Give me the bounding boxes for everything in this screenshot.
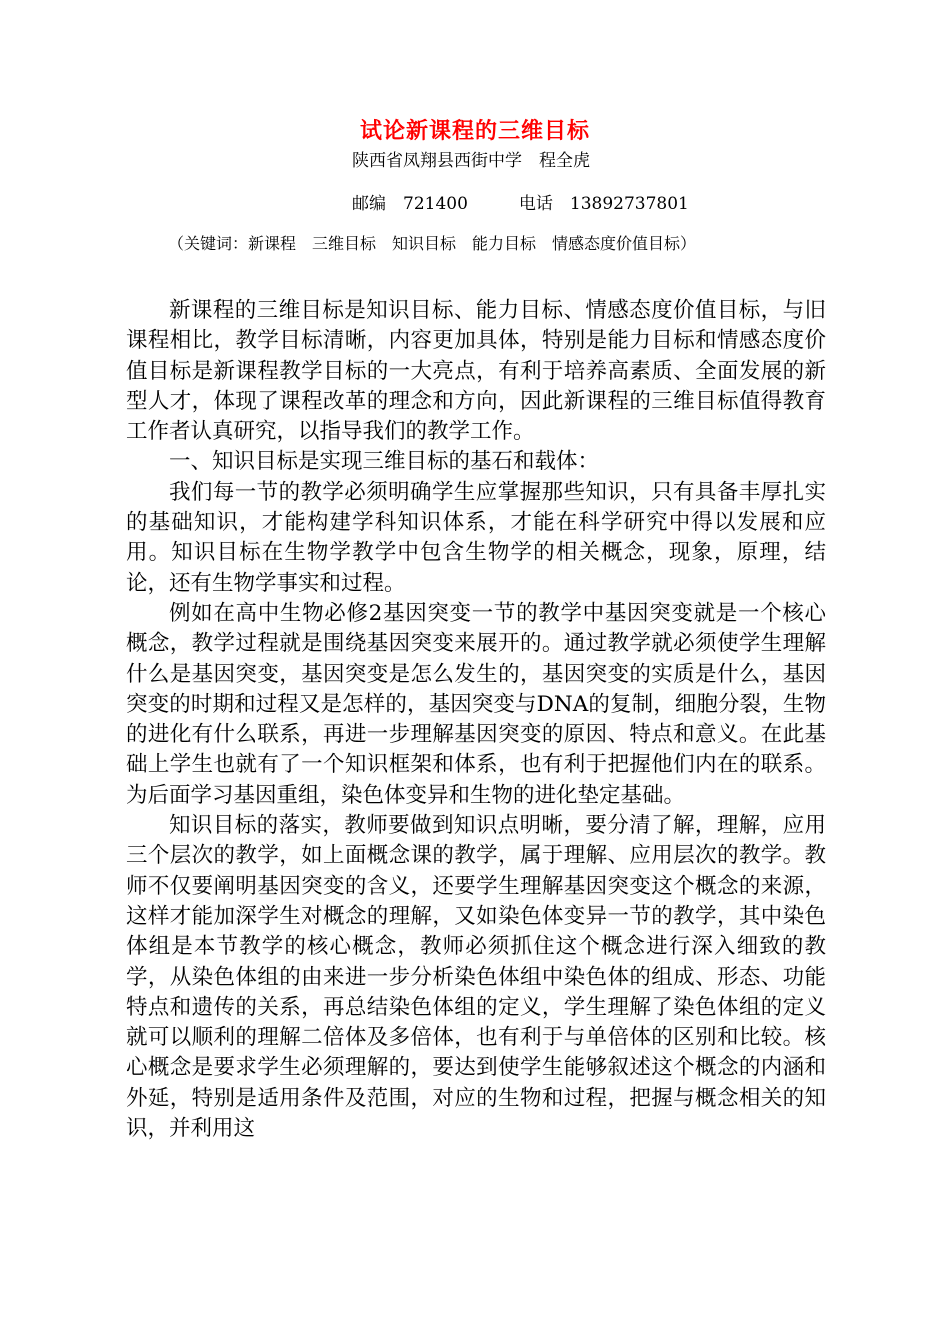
section-heading: 一、知识目标是实现三维目标的基石和载体： [169, 449, 600, 475]
paragraph: 我们每一节的教学必须明确学生应掌握那些知识，只有具备丰厚扎实的基础知识，才能构建学科知识体系，才能在科学研究中得以发展和应用。知识目标在生物学教学中包含生物学的相关概念，现象，原理，结论，还有生物学事实和过程。 [126, 479, 826, 596]
contact-line: 邮编 721400 电话 13892737801 [352, 194, 689, 214]
paragraph: 知识目标的落实，教师要做到知识点明晰，要分清了解，理解，应用三个层次的教学，如上面概念课的教学，属于理解、应用层次的教学。教师不仅要阐明基因突变的含义，还要学生理解基因突变这个概念的来源，这样才能加深学生对概念的理解，又如染色体变异一节的教学，其中染色体组是本节教学的核心概念，教师必须抓住这个概念进行深入细致的教学，从染色体组的由来进一步分析染色体组中染色体的组成、形态、功能特点和遗传的关系，再总结染色体组的定义，学生理解了染色体组的定义就可以顺利的理解二倍体及多倍体，也有利于与单倍体的区别和比较。核心概念是要求学生必须理解的，要达到使学生能够叙述这个概念的内涵和外延，特别是适用条件及范围，对应的生物和过程，把握与概念相关的知识，并利用这 [126, 813, 826, 1142]
document-title: 试论新课程的三维目标 [359, 118, 590, 144]
paragraph-intro: 新课程的三维目标是知识目标、能力目标、情感态度价值目标，与旧课程相比，教学目标清晰，内容更加具体，特别是能力目标和情感态度价值目标是新课程教学目标的一大亮点，有利于培养高素质、全面发展的新型人才，体现了课程改革的理念和方向，因此新课程的三维目标值得教育工作者认真研究，以指导我们的教学工作。 [126, 298, 826, 445]
paragraph: 例如在高中生物必修2基因突变一节的教学中基因突变就是一个核心概念，教学过程就是围绕基因突变来展开的。通过教学就必须使学生理解什么是基因突变，基因突变是怎么发生的，基因突变的实质是什么，基因突变的时期和过程又是怎样的，基因突变与DNA的复制，细胞分裂，生物的进化有什么联系，再进一步理解基因突变的原因、特点和意义。在此基础上学生也就有了一个知识框架和体系，也有利于把握他们内在的联系。为后面学习基因重组，染色体变异和生物的进化垫定基础。 [126, 600, 826, 808]
document-body [126, 296, 826, 1144]
author-line: 陕西省凤翔县西街中学 程全虎 [352, 151, 590, 171]
keywords-line: （关键词：新课程 三维目标 知识目标 能力目标 情感态度价值目标） [168, 234, 697, 253]
